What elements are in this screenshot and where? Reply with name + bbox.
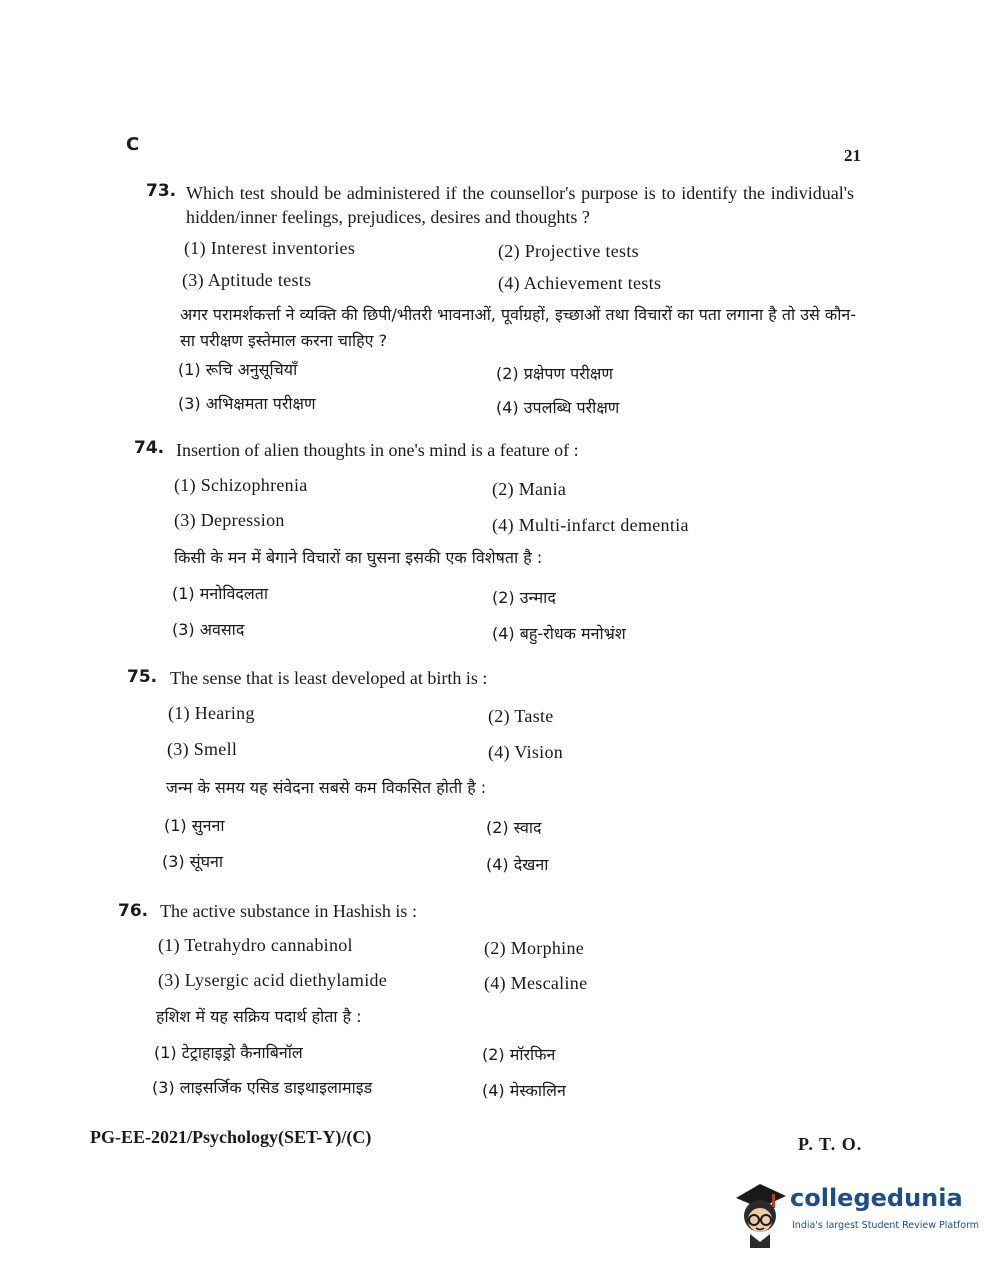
option-hi-3: (3) अवसाद [172, 620, 245, 639]
option-en-1: (1) Interest inventories [184, 238, 356, 258]
option-hi-2: (2) मॉरफिन [482, 1045, 556, 1064]
question-number: 73. [146, 181, 177, 201]
question-text-hi: हशिश में यह सक्रिय पदार्थ होता है : [156, 1007, 362, 1026]
option-hi-1: (1) रूचि अनुसूचियाँ [178, 360, 298, 379]
brand-name: collegedunia [790, 1184, 963, 1212]
option-en-2: (2) Taste [488, 706, 554, 726]
page-number: 21 [844, 146, 861, 165]
option-en-1: (1) Hearing [168, 703, 255, 723]
option-hi-3: (3) अभिक्षमता परीक्षण [178, 394, 316, 413]
option-en-1: (1) Schizophrenia [174, 475, 308, 495]
option-hi-1: (1) मनोविदलता [172, 584, 268, 603]
option-en-4: (4) Achievement tests [498, 273, 662, 293]
question-number: 76. [118, 901, 149, 921]
set-label: C [126, 134, 140, 155]
student-mascot-icon [730, 1176, 790, 1248]
option-en-3: (3) Lysergic acid diethylamide [158, 970, 388, 990]
question-text-en: The sense that is least developed at birth is : [170, 668, 488, 688]
option-en-3: (3) Aptitude tests [182, 270, 312, 290]
option-en-4: (4) Multi-infarct dementia [492, 515, 689, 535]
option-hi-1: (1) सुनना [164, 816, 225, 835]
option-hi-3: (3) सूंघना [162, 852, 224, 871]
option-hi-4: (4) उपलब्धि परीक्षण [496, 398, 620, 417]
question-text-hi: जन्म के समय यह संवेदना सबसे कम विकसित होती है : [166, 778, 487, 797]
pto-label: P. T. O. [798, 1134, 863, 1154]
question-text-en: Which test should be administered if the counsellor's purpose is to identify the individual's hidden/inner feelings, prejudices, desires and thoughts ? [186, 183, 854, 227]
option-en-4: (4) Mescaline [484, 973, 588, 993]
option-en-3: (3) Smell [167, 739, 238, 759]
option-hi-3: (3) लाइसर्जिक एसिड डाइथाइलामाइड [152, 1078, 373, 1097]
question-text-en: The active substance in Hashish is : [160, 901, 417, 921]
option-en-2: (2) Morphine [484, 938, 585, 958]
option-hi-1: (1) टेट्राहाइड्रो कैनाबिनॉल [154, 1043, 303, 1062]
question-text-hi: किसी के मन में बेगाने विचारों का घुसना इसकी एक विशेषता है : [174, 548, 543, 567]
collegedunia-logo [730, 1176, 980, 1256]
option-hi-4: (4) बहु-रोधक मनोभ्रंश [492, 624, 626, 643]
option-en-2: (2) Mania [492, 479, 567, 499]
brand-tagline: India's largest Student Review Platform [792, 1220, 980, 1231]
option-en-3: (3) Depression [174, 510, 285, 530]
question-number: 74. [134, 438, 165, 458]
question-text-en: Insertion of alien thoughts in one's mind is a feature of : [176, 440, 579, 460]
option-en-2: (2) Projective tests [498, 241, 639, 261]
option-en-1: (1) Tetrahydro cannabinol [158, 935, 353, 955]
option-hi-2: (2) उन्माद [492, 588, 556, 607]
option-hi-4: (4) देखना [486, 855, 549, 874]
paper-code: PG-EE-2021/Psychology(SET-Y)/(C) [90, 1127, 372, 1147]
question-text-hi: अगर परामर्शकर्त्ता ने व्यक्ति की छिपी/भीतरी भावनाओं, पूर्वाग्रहों, इच्छाओं तथा विचारों का पता लगाना है तो उसे कौन-सा परीक्षण इस्तेमाल करना चाहिए ? [180, 305, 856, 350]
option-en-4: (4) Vision [488, 742, 564, 762]
option-hi-2: (2) प्रक्षेपण परीक्षण [496, 364, 613, 383]
option-hi-4: (4) मेस्कालिन [482, 1081, 566, 1100]
question-number: 75. [127, 667, 158, 687]
option-hi-2: (2) स्वाद [486, 818, 542, 837]
